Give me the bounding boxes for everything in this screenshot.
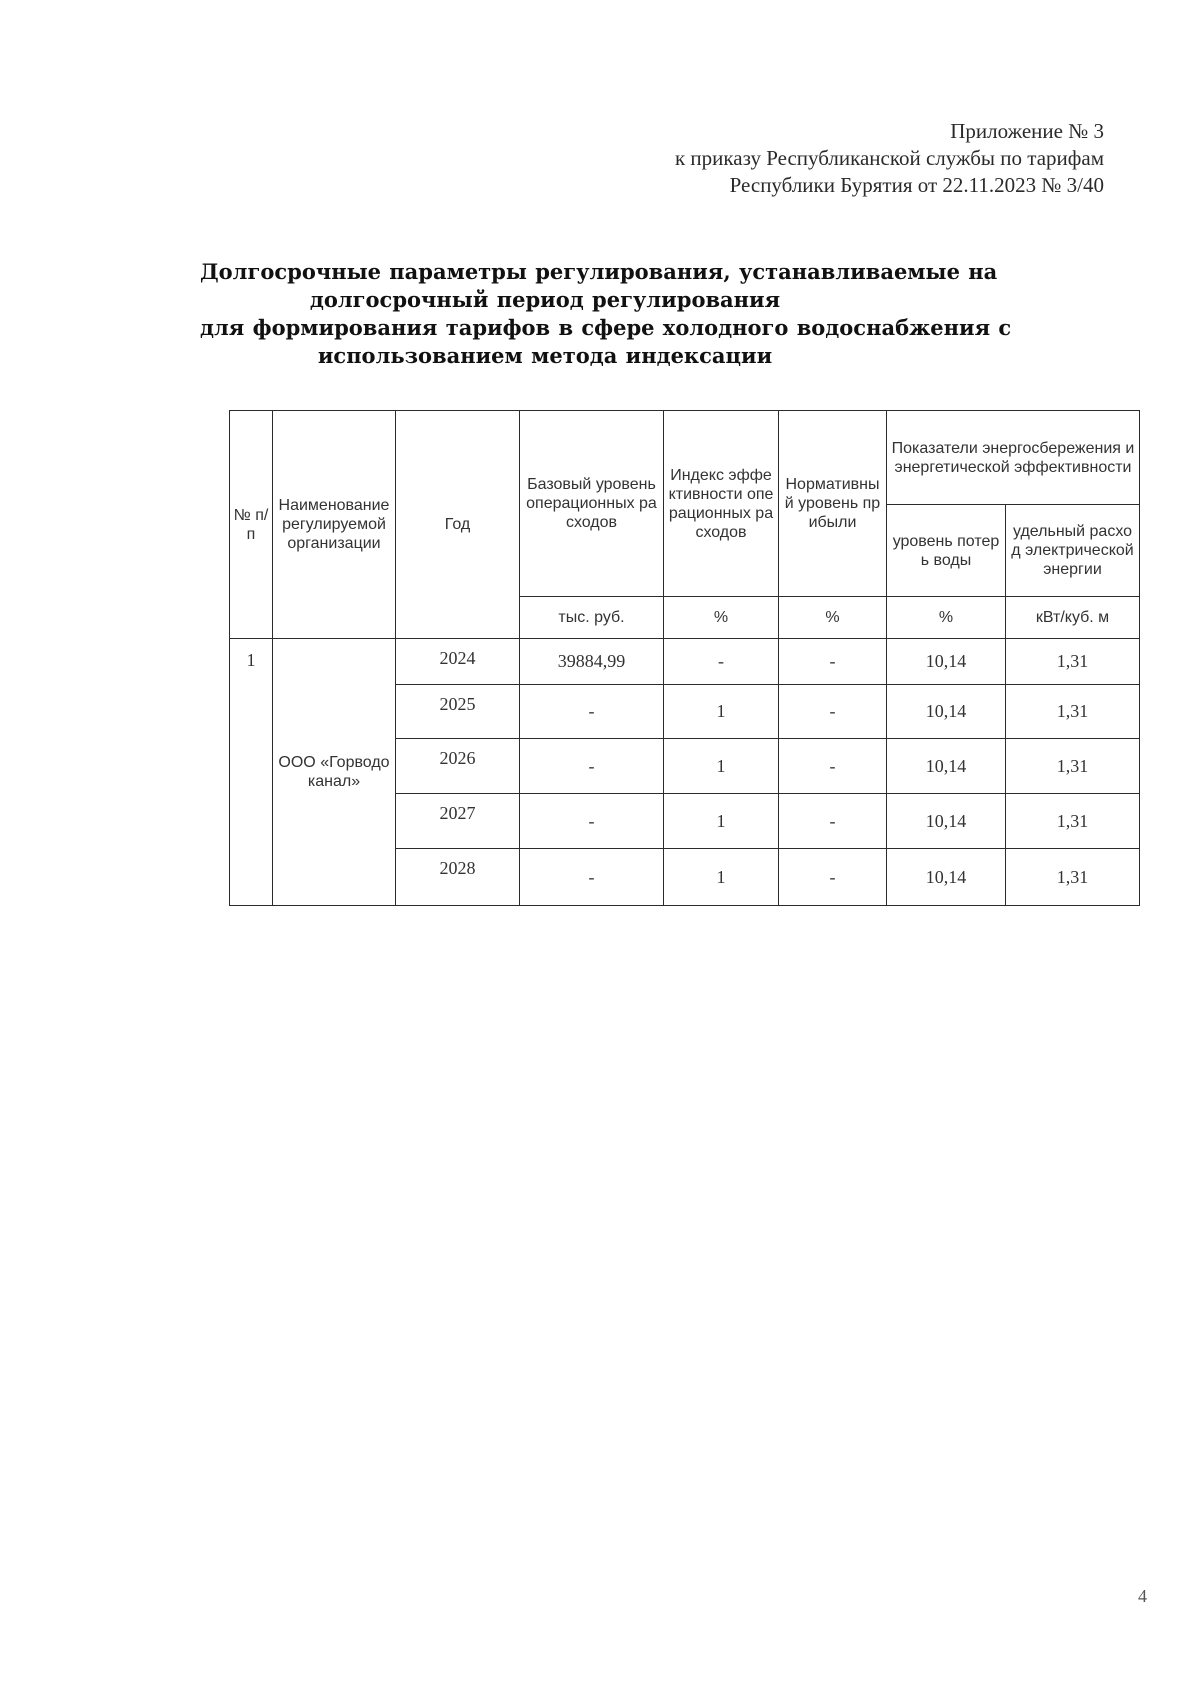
year-cell: 2024	[396, 639, 520, 685]
year-cell: 2028	[396, 849, 520, 906]
header-energy-group: Показатели энергосбережения и энергетической эффективности	[887, 411, 1140, 505]
year-cell: 2025	[396, 685, 520, 739]
electricity-cell: 1,31	[1006, 685, 1140, 739]
page-number: 4	[1138, 1586, 1147, 1606]
profit-cell: -	[779, 739, 887, 794]
header-base-opex: Базовый уровень операционных расходов	[520, 411, 664, 597]
unit-electricity: кВт/куб. м	[1006, 597, 1140, 639]
electricity-cell: 1,31	[1006, 794, 1140, 849]
water-loss-cell: 10,14	[887, 794, 1006, 849]
electricity-cell: 1,31	[1006, 639, 1140, 685]
efficiency-index-cell: -	[664, 639, 779, 685]
efficiency-index-cell: 1	[664, 685, 779, 739]
profit-cell: -	[779, 639, 887, 685]
year-cell: 2026	[396, 739, 520, 794]
unit-base-opex: тыс. руб.	[520, 597, 664, 639]
header-profit: Нормативный уровень прибыли	[779, 411, 887, 597]
organization-name: ООО «Горводоканал»	[273, 639, 396, 906]
header-row-1	[230, 411, 1140, 505]
table-row	[230, 639, 1140, 685]
profit-cell: -	[779, 849, 887, 906]
efficiency-index-cell: 1	[664, 794, 779, 849]
unit-efficiency-index: %	[664, 597, 779, 639]
electricity-cell: 1,31	[1006, 739, 1140, 794]
appendix-line-3: Республики Бурятия от 22.11.2023 № 3/40	[729, 173, 1104, 197]
efficiency-index-cell: 1	[664, 849, 779, 906]
year-cell: 2027	[396, 794, 520, 849]
parameters-table	[229, 410, 1140, 906]
title-line-3: для формирования тарифов в сфере холодного водоснабжения с	[200, 315, 1012, 340]
base-opex-cell: -	[520, 794, 664, 849]
header-water-loss: уровень потерь воды	[887, 505, 1006, 597]
profit-cell: -	[779, 794, 887, 849]
water-loss-cell: 10,14	[887, 849, 1006, 906]
water-loss-cell: 10,14	[887, 685, 1006, 739]
header-organization: Наименование регулируемой организации	[273, 411, 396, 639]
profit-cell: -	[779, 685, 887, 739]
water-loss-cell: 10,14	[887, 639, 1006, 685]
appendix-header	[675, 118, 1104, 199]
appendix-line-2: к приказу Республиканской службы по тарифам	[674, 146, 1104, 170]
efficiency-index-cell: 1	[664, 739, 779, 794]
row-number: 1	[230, 639, 273, 906]
header-electricity: удельный расход электрической энергии	[1006, 505, 1140, 597]
title-line-1: Долгосрочные параметры регулирования, устанавливаемые на	[200, 259, 998, 284]
header-year: Год	[396, 411, 520, 639]
base-opex-cell: 39884,99	[520, 639, 664, 685]
water-loss-cell: 10,14	[887, 739, 1006, 794]
electricity-cell: 1,31	[1006, 849, 1140, 906]
appendix-line-1: Приложение № 3	[950, 119, 1104, 143]
header-num: № п/п	[230, 411, 273, 639]
base-opex-cell: -	[520, 685, 664, 739]
title-line-4: использованием метода индексации	[317, 343, 773, 368]
unit-profit: %	[779, 597, 887, 639]
header-efficiency-index: Индекс эффективности операционных расходов	[664, 411, 779, 597]
base-opex-cell: -	[520, 739, 664, 794]
document-title	[200, 258, 1012, 370]
unit-water-loss: %	[887, 597, 1006, 639]
title-line-2: долгосрочный период регулирования	[309, 287, 781, 312]
base-opex-cell: -	[520, 849, 664, 906]
